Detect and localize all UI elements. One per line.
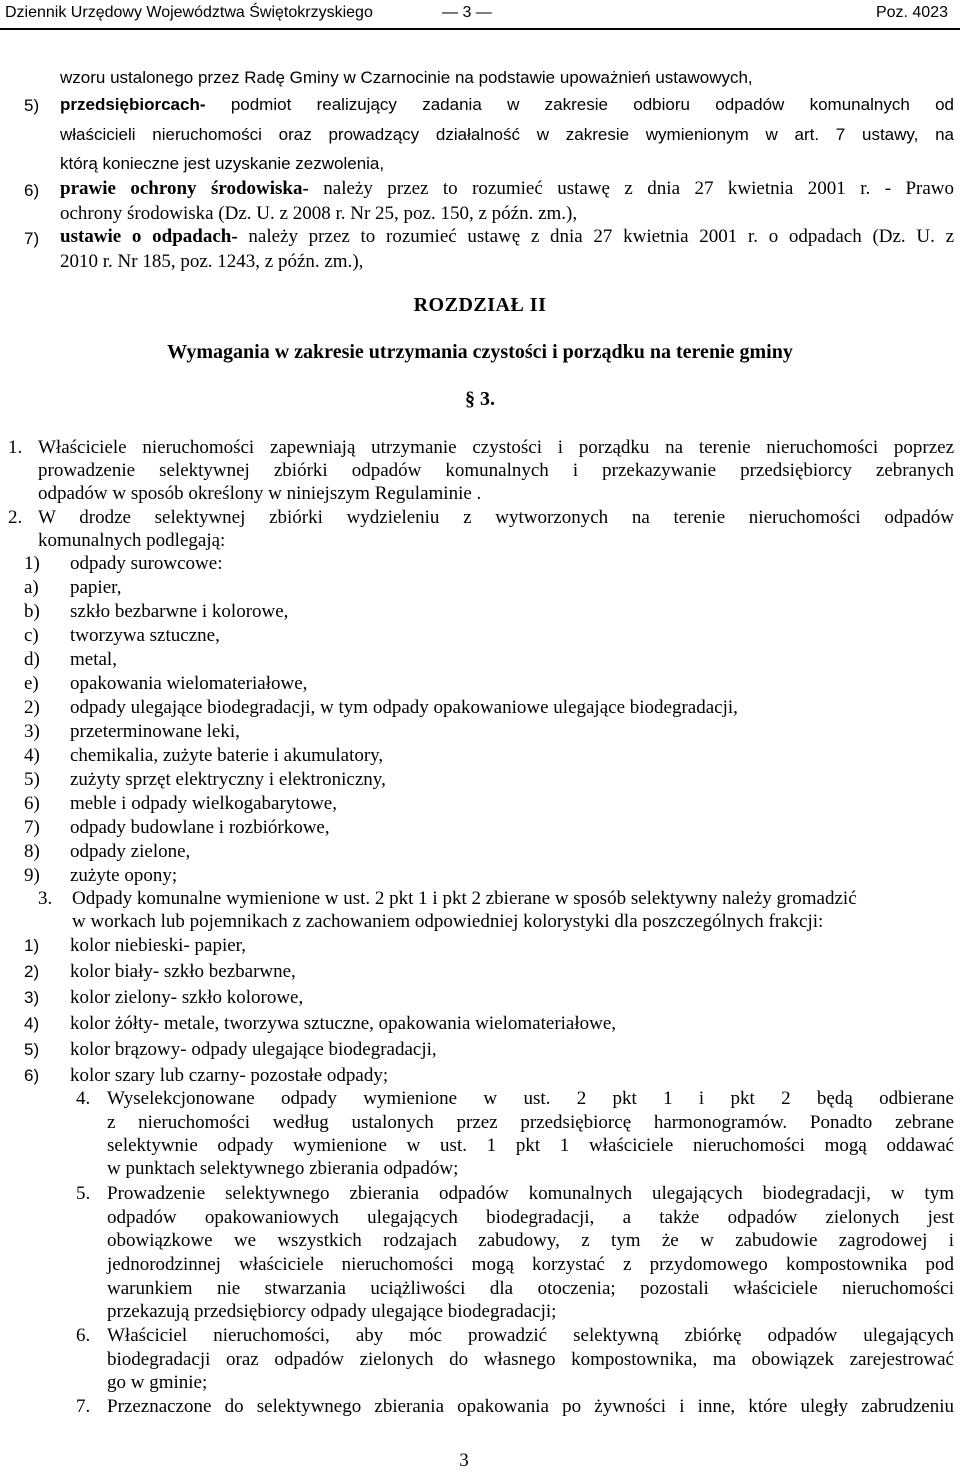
p2-item-text: odpady zielone, bbox=[70, 841, 191, 862]
def5-term: przedsiębiorcach- bbox=[60, 95, 206, 114]
chapter-title: ROZDZIAŁ II bbox=[413, 294, 547, 316]
p4-line1: Wyselekcjonowane odpady wymienione w ust. 2 pkt 1 i pkt 2 będą odbierane bbox=[107, 1088, 954, 1109]
p1-line3: odpadów w sposób określony w niniejszym Regulaminie . bbox=[38, 483, 482, 504]
p3-item-number: 1) bbox=[24, 936, 40, 955]
def6-text1: należy przez to rozumieć ustawę z dnia 27 kwietnia 2001 r. - Prawo bbox=[323, 178, 955, 199]
p3-item-number: 2) bbox=[24, 962, 40, 981]
p3-item-text: kolor brązowy- odpady ulegające biodegradacji, bbox=[70, 1039, 437, 1060]
p6-line1: Właściciel nieruchomości, aby móc prowadzić selektywną zbiórkę odpadów ulegających bbox=[107, 1325, 954, 1346]
p2-item-number: 6) bbox=[24, 793, 40, 814]
p2-item-number: d) bbox=[24, 649, 40, 670]
p6-number: 6. bbox=[76, 1325, 91, 1346]
p2-item-text: odpady budowlane i rozbiórkowe, bbox=[70, 817, 330, 838]
def7-text1: należy przez to rozumieć ustawę z dnia 27 kwietnia 2001 r. o odpadach (Dz. U. z bbox=[248, 226, 955, 247]
p2-item-number: 1) bbox=[24, 553, 40, 574]
p5-line4: jednorodzinnej właściciele nieruchomości mogą korzystać z przydomowego kompostownika pod bbox=[107, 1254, 954, 1275]
p2-item-text: odpady ulegające biodegradacji, w tym odpady opakowaniowe ulegające biodegradacji, bbox=[70, 697, 738, 718]
p3-item-number: 6) bbox=[24, 1066, 40, 1085]
p2-item-number: 4) bbox=[24, 745, 40, 766]
p2-item-text: zużyty sprzęt elektryczny i elektroniczny, bbox=[70, 769, 386, 790]
p3-item-text: kolor żółty- metale, tworzywa sztuczne, opakowania wielomateriałowe, bbox=[70, 1013, 617, 1034]
def7-line2: 2010 r. Nr 185, poz. 1243, z późn. zm.), bbox=[60, 251, 364, 272]
p2-line2: komunalnych podlegają: bbox=[38, 530, 226, 551]
p5-line1: Prowadzenie selektywnego zbierania odpadów komunalnych ulegających biodegradacji, w tym bbox=[107, 1183, 954, 1204]
p2-item-text: opakowania wielomateriałowe, bbox=[70, 673, 308, 694]
p2-number: 2. bbox=[8, 507, 23, 528]
def6-term: prawie ochrony środowiska- bbox=[60, 178, 309, 199]
p1-line1: Właściciele nieruchomości zapewniają utrzymanie czystości i porządku na terenie nieruchomości poprzez bbox=[38, 437, 954, 458]
def5-line3: którą konieczne jest uzyskanie zezwolenia, bbox=[60, 154, 385, 173]
journal-title: Dziennik Urzędowy Województwa Świętokrzyskiego bbox=[5, 4, 373, 21]
p7-line1: Przeznaczone do selektywnego zbierania opakowania po żywności i inne, które uległy zabrudzeniu bbox=[107, 1396, 954, 1417]
p5-line2: odpadów opakowaniowych ulegających biodegradacji, a także odpadów zielonych jest bbox=[107, 1207, 954, 1228]
def5-number: 5) bbox=[24, 96, 40, 115]
def6-number: 6) bbox=[24, 181, 40, 200]
p2-item-text: papier, bbox=[70, 577, 122, 598]
p2-line1: W drodze selektywnej zbiórki wydzieleniu z wytworzonych na terenie nieruchomości odpadów bbox=[38, 507, 954, 528]
p3-item-number: 5) bbox=[24, 1040, 40, 1059]
def7-line1 bbox=[60, 226, 954, 248]
def6-line1 bbox=[60, 178, 954, 200]
p4-line2: z nieruchomości według ustalonych przez przedsiębiorcę harmonogramów. Ponadto zebrane bbox=[107, 1112, 954, 1133]
p2-item-number: 2) bbox=[24, 697, 40, 718]
p2-item-text: tworzywa sztuczne, bbox=[70, 625, 220, 646]
p2-item-text: odpady surowcowe: bbox=[70, 553, 223, 574]
p1-line2: prowadzenie selektywnej zbiórki odpadów komunalnych i przekazywanie przedsiębiorcy zebranych bbox=[38, 460, 954, 481]
def5-text1: podmiot realizujący zadania w zakresie odbioru odpadów komunalnych od bbox=[230, 95, 954, 114]
p3-item-text: kolor niebieski- papier, bbox=[70, 935, 246, 956]
def5-line2: właścicieli nieruchomości oraz prowadzący działalność w zakresie wymienionym w art. 7 ustawy, na bbox=[60, 125, 954, 144]
p2-item-number: 8) bbox=[24, 841, 40, 862]
def7-number: 7) bbox=[24, 229, 40, 248]
def5-line1 bbox=[60, 95, 954, 115]
page-header bbox=[0, 0, 960, 30]
p6-line2: biodegradacji oraz odpadów zielonych do własnego kompostownika, ma obowiązek zarejestrować bbox=[107, 1349, 954, 1370]
section-number: § 3. bbox=[465, 388, 495, 410]
p3-line2: w workach lub pojemnikach z zachowaniem odpowiedniej kolorystyki dla poszczególnych frakcji: bbox=[72, 911, 824, 932]
p3-number: 3. bbox=[38, 888, 53, 909]
page-number: 3 bbox=[459, 1450, 469, 1471]
p5-line5: warunkiem nie stwarzania uciążliwości dla otoczenia; pozostali właściciele nieruchomości bbox=[107, 1278, 954, 1299]
p7-number: 7. bbox=[76, 1396, 91, 1417]
p6-line3: go w gminie; bbox=[107, 1372, 208, 1393]
p3-item-number: 4) bbox=[24, 1014, 40, 1033]
p5-line3: obowiązkowe we wszystkich rodzajach zabudowy, z tym że w zabudowie zagrodowej i bbox=[107, 1230, 954, 1251]
p4-line4: w punktach selektywnego zbierania odpadów; bbox=[107, 1158, 459, 1179]
page-indicator: — 3 — bbox=[442, 4, 492, 21]
p2-item-number: 5) bbox=[24, 769, 40, 790]
p2-item-text: metal, bbox=[70, 649, 117, 670]
p2-item-number: 9) bbox=[24, 865, 40, 886]
p3-item-number: 3) bbox=[24, 988, 40, 1007]
p4-number: 4. bbox=[76, 1088, 91, 1109]
p3-item-text: kolor zielony- szkło kolorowe, bbox=[70, 987, 304, 1008]
def-continuation: wzoru ustalonego przez Radę Gminy w Czarnocinie na podstawie upoważnień ustawowych, bbox=[60, 68, 753, 87]
p2-item-text: szkło bezbarwne i kolorowe, bbox=[70, 601, 289, 622]
p2-item-text: przeterminowane leki, bbox=[70, 721, 240, 742]
def7-term: ustawie o odpadach- bbox=[60, 226, 238, 247]
p2-item-number: e) bbox=[24, 673, 39, 694]
p5-line6: przekazują przedsiębiorcy odpady ulegające biodegradacji; bbox=[107, 1301, 557, 1322]
p5-number: 5. bbox=[76, 1183, 91, 1204]
p2-item-number: 3) bbox=[24, 721, 40, 742]
p2-item-text: zużyte opony; bbox=[70, 865, 178, 886]
p2-item-number: b) bbox=[24, 601, 40, 622]
def6-line2: ochrony środowiska (Dz. U. z 2008 r. Nr 25, poz. 150, z późn. zm.), bbox=[60, 203, 578, 224]
p4-line3: selektywnie odpady wymienione w ust. 1 pkt 1 właściciele nieruchomości mogą oddawać bbox=[107, 1135, 954, 1156]
p2-item-number: 7) bbox=[24, 817, 40, 838]
p1-number: 1. bbox=[8, 437, 23, 458]
position-number: Poz. 4023 bbox=[875, 4, 948, 21]
p2-item-text: meble i odpady wielkogabarytowe, bbox=[70, 793, 337, 814]
p2-item-text: chemikalia, zużyte baterie i akumulatory, bbox=[70, 745, 384, 766]
p2-item-number: a) bbox=[24, 577, 39, 598]
p3-line1: Odpady komunalne wymienione w ust. 2 pkt 1 i pkt 2 zbierane w sposób selektywny należy gromadzić bbox=[72, 888, 857, 909]
p3-item-text: kolor biały- szkło bezbarwne, bbox=[70, 961, 296, 982]
p3-item-text: kolor szary lub czarny- pozostałe odpady; bbox=[70, 1065, 389, 1086]
p2-item-number: c) bbox=[24, 625, 39, 646]
chapter-subtitle: Wymagania w zakresie utrzymania czystości i porządku na terenie gminy bbox=[167, 341, 793, 363]
